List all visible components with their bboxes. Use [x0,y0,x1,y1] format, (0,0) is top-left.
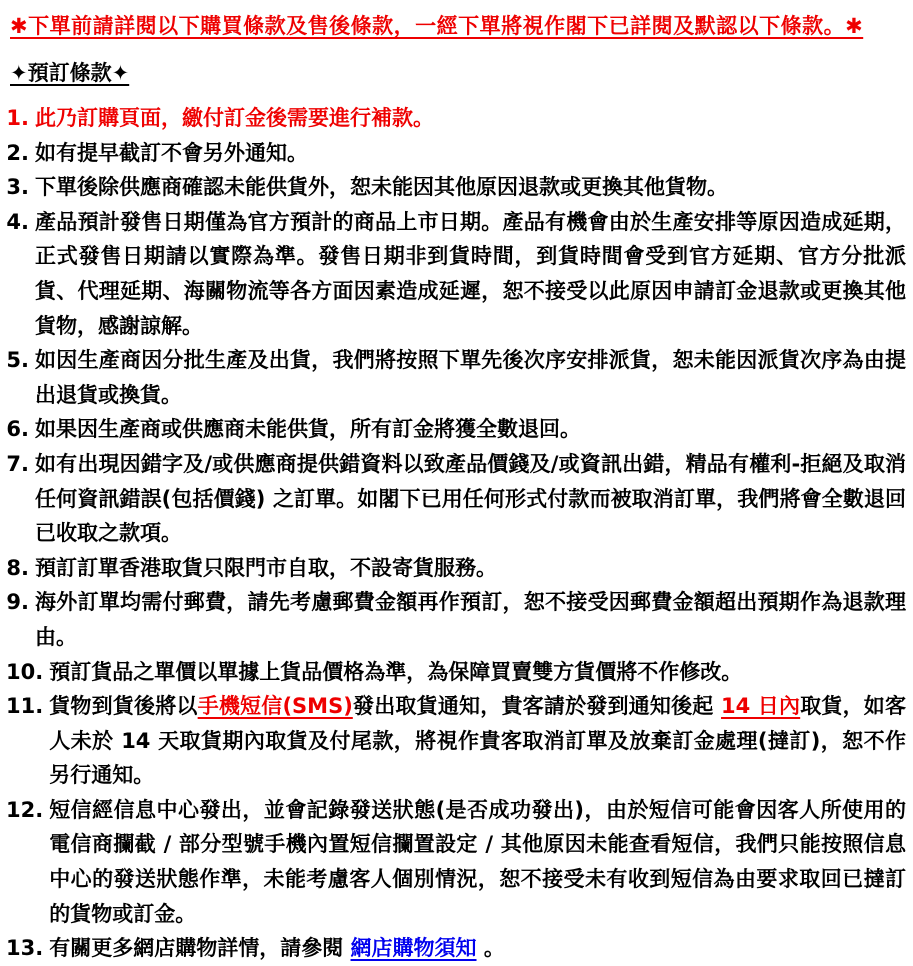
term-run: 海外訂單均需付郵費，請先考慮郵費金額再作預訂，恕不接受因郵費金額超出預期作為退款理由。 [35,590,906,649]
term-item-4 [6,205,906,343]
term-item-2 [6,136,906,171]
term-text [35,585,906,654]
term-run: 如因生產商因分批生產及出貨，我們將按照下單先後次序安排派貨，恕未能因派貨次序為由提出退貨或換貨。 [35,348,906,407]
term-text [35,412,906,447]
term-run: 產品預計發售日期僅為官方預計的商品上市日期。產品有機會由於生產安排等原因造成延期，正式發售日期請以實際為準。發售日期非到貨時間，到貨時間會受到官方延期、官方分批派貨、代理延期、海關物流等各方面因素造成延遲，恕不接受以此原因申請訂金退款或更換其他貨物，感謝諒解。 [35,209,906,338]
term-run: 預訂訂單香港取貨只限門市自取，不設寄貨服務。 [35,555,497,580]
term-text [49,931,906,966]
term-run: 下單後除供應商確認未能供貨外，恕未能因其他原因退款或更換其他貨物。 [35,175,728,200]
term-item-9 [6,585,906,654]
term-number: 7. [6,451,29,476]
term-number: 6. [6,417,29,442]
term-text [35,170,906,205]
term-number: 8. [6,555,29,580]
term-number: 5. [6,348,29,373]
term-run: 有關更多網店購物詳情，請參閱 [49,936,351,961]
section-heading: ✦預訂條款✦ [10,61,130,85]
term-item-11 [6,689,906,793]
term-item-3 [6,170,906,205]
shop-guide-link[interactable]: 網店購物須知 [350,936,477,961]
term-run: 如有出現因錯字及/或供應商提供錯資料以致產品價錢及/或資訊出錯，精品有權利-拒絕及取消任何資訊錯誤(包括價錢) 之訂單。如閣下已用任何形式付款而被取消訂單，我們將會全數退回已收取之款項。 [35,451,906,546]
term-item-13 [6,931,906,966]
term-item-5 [6,343,906,412]
term-text [35,343,906,412]
term-text [35,136,906,171]
term-number: 12. [6,797,44,822]
term-text [35,447,906,551]
term-run: 發出取貨通知，貴客請於發到通知後起 [352,694,722,719]
term-item-12 [6,793,906,931]
notice-banner: ✱下單前請詳閱以下購買條款及售後條款，一經下單將視作閣下已詳閱及默認以下條款。✱ [10,14,864,38]
term-item-8 [6,551,906,586]
term-number: 11. [6,694,44,719]
term-run: 預訂貨品之單價以單據上貨品價格為準，為保障買賣雙方貨價將不作修改。 [49,659,743,684]
term-run: 取貨，如客人未於 14 天取貨期內取貨及付尾款，將視作貴客取消訂單及放棄訂金處理(撻訂)，恕不作另行通知。 [49,694,907,788]
pickup-deadline-highlight: 14 日內 [721,694,801,719]
term-text [35,101,906,136]
term-run: 如果因生產商或供應商未能供貨，所有訂金將獲全數退回。 [35,417,581,442]
term-run: 貨物到貨後將以 [49,694,198,719]
term-number: 1. [6,106,29,130]
term-number: 2. [6,140,29,165]
term-item-1 [6,101,906,136]
term-text [35,205,906,343]
term-run: 如有提早截訂不會另外通知。 [35,140,308,165]
term-number: 9. [6,590,29,615]
term-item-10 [6,655,906,690]
term-number: 13. [6,936,44,961]
term-number: 3. [6,175,29,200]
term-item-7 [6,447,906,551]
terms-list [6,101,906,966]
term-text [49,689,906,793]
sms-highlight: 手機短信(SMS) [197,694,353,719]
term-number: 10. [6,659,44,684]
term-run: 短信經信息中心發出，並會記錄發送狀態(是否成功發出)，由於短信可能會因客人所使用的電信商攔截 / 部分型號手機內置短信攔置設定 / 其他原因未能查看短信，我們只能按照信息中心的發送狀態作準，未能考慮客人個別情況，恕不接受未有收到短信為由要求取回已撻訂的貨物或訂金。 [49,797,906,926]
term-number: 4. [6,209,29,234]
term-text [49,793,906,931]
term-text [35,551,906,586]
term-run: 。 [476,936,505,961]
term-run: 此乃訂購頁面，繳付訂金後需要進行補款。 [35,106,434,130]
term-item-6 [6,412,906,447]
term-text [49,655,906,690]
